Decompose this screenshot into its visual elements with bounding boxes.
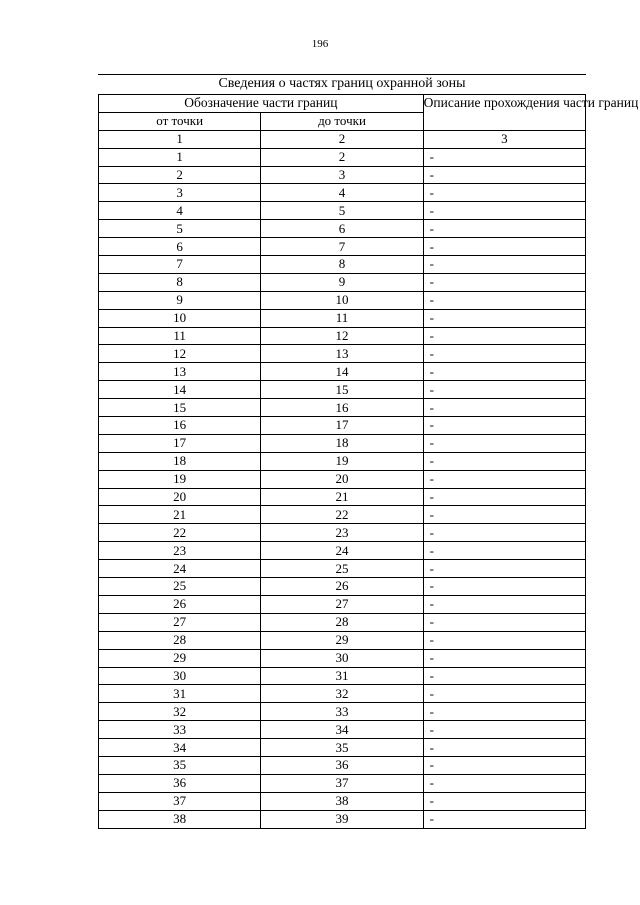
from-point-cell: 8 (99, 273, 261, 291)
description-cell: - (423, 220, 585, 238)
description-cell: - (423, 470, 585, 488)
from-point-cell: 12 (99, 345, 261, 363)
table-row (99, 524, 586, 542)
from-point-cell: 17 (99, 434, 261, 452)
to-point-cell: 22 (261, 506, 423, 524)
to-point-cell: 31 (261, 667, 423, 685)
table-row (99, 434, 586, 452)
description-cell: - (423, 434, 585, 452)
to-point-cell: 25 (261, 560, 423, 578)
to-point-cell: 35 (261, 739, 423, 757)
to-point-cell: 4 (261, 184, 423, 202)
description-cell: - (423, 739, 585, 757)
to-point-cell: 8 (261, 256, 423, 274)
from-point-cell: 21 (99, 506, 261, 524)
from-point-cell: 13 (99, 363, 261, 381)
description-cell: - (423, 560, 585, 578)
table-row (99, 685, 586, 703)
table-row (99, 631, 586, 649)
column-number: 1 (99, 130, 261, 148)
description-cell: - (423, 291, 585, 309)
to-point-cell: 38 (261, 792, 423, 810)
to-point-cell: 17 (261, 417, 423, 435)
from-point-cell: 5 (99, 220, 261, 238)
to-point-cell: 9 (261, 273, 423, 291)
table-row (99, 560, 586, 578)
description-cell: - (423, 399, 585, 417)
from-point-cell: 22 (99, 524, 261, 542)
from-point-cell: 34 (99, 739, 261, 757)
column-number-row (99, 130, 586, 148)
to-point-cell: 24 (261, 542, 423, 560)
table-row (99, 613, 586, 631)
description-cell: - (423, 542, 585, 560)
table-row (99, 470, 586, 488)
from-point-cell: 18 (99, 452, 261, 470)
table-row (99, 184, 586, 202)
description-cell: - (423, 667, 585, 685)
table-row (99, 273, 586, 291)
from-point-cell: 33 (99, 721, 261, 739)
from-point-cell: 9 (99, 291, 261, 309)
from-point-cell: 14 (99, 381, 261, 399)
to-point-cell: 30 (261, 649, 423, 667)
to-point-cell: 18 (261, 434, 423, 452)
to-point-cell: 16 (261, 399, 423, 417)
table-title: Сведения о частях границ охранной зоны (218, 76, 466, 91)
from-point-cell: 38 (99, 810, 261, 828)
description-cell: - (423, 309, 585, 327)
header-designation: Обозначение части границ (99, 95, 424, 113)
to-point-cell: 39 (261, 810, 423, 828)
to-point-cell: 15 (261, 381, 423, 399)
header-description: Описание прохождения части границ (423, 95, 585, 131)
table-row (99, 721, 586, 739)
to-point-cell: 14 (261, 363, 423, 381)
to-point-cell: 23 (261, 524, 423, 542)
to-point-cell: 37 (261, 774, 423, 792)
description-cell: - (423, 184, 585, 202)
from-point-cell: 15 (99, 399, 261, 417)
from-point-cell: 25 (99, 578, 261, 596)
table-row (99, 238, 586, 256)
to-point-cell: 2 (261, 148, 423, 166)
from-point-cell: 24 (99, 560, 261, 578)
from-point-cell: 37 (99, 792, 261, 810)
to-point-cell: 10 (261, 291, 423, 309)
to-point-cell: 7 (261, 238, 423, 256)
from-point-cell: 30 (99, 667, 261, 685)
from-point-cell: 7 (99, 256, 261, 274)
from-point-cell: 28 (99, 631, 261, 649)
from-point-cell: 6 (99, 238, 261, 256)
description-cell: - (423, 506, 585, 524)
to-point-cell: 11 (261, 309, 423, 327)
from-point-cell: 36 (99, 774, 261, 792)
from-point-cell: 26 (99, 595, 261, 613)
table-row (99, 417, 586, 435)
table-row (99, 327, 586, 345)
to-point-cell: 19 (261, 452, 423, 470)
from-point-cell: 4 (99, 202, 261, 220)
to-point-cell: 33 (261, 703, 423, 721)
from-point-cell: 11 (99, 327, 261, 345)
top-rule (98, 74, 586, 75)
table-row (99, 166, 586, 184)
from-point-cell: 3 (99, 184, 261, 202)
description-cell: - (423, 148, 585, 166)
table-body (99, 148, 586, 828)
table-row (99, 649, 586, 667)
description-cell: - (423, 524, 585, 542)
table-row (99, 256, 586, 274)
boundary-table (98, 94, 639, 829)
to-point-cell: 26 (261, 578, 423, 596)
table-row (99, 810, 586, 828)
from-point-cell: 10 (99, 309, 261, 327)
from-point-cell: 20 (99, 488, 261, 506)
description-cell: - (423, 256, 585, 274)
description-cell: - (423, 417, 585, 435)
table-row (99, 345, 586, 363)
description-cell: - (423, 685, 585, 703)
to-point-cell: 12 (261, 327, 423, 345)
header-to-point: до точки (261, 112, 423, 130)
from-point-cell: 19 (99, 470, 261, 488)
table-row (99, 291, 586, 309)
table-row (99, 220, 586, 238)
table-row (99, 542, 586, 560)
description-cell: - (423, 578, 585, 596)
to-point-cell: 27 (261, 595, 423, 613)
from-point-cell: 16 (99, 417, 261, 435)
table-row (99, 506, 586, 524)
page-number: 196 (311, 38, 329, 50)
description-cell: - (423, 595, 585, 613)
column-number: 3 (423, 130, 585, 148)
description-cell: - (423, 756, 585, 774)
to-point-cell: 21 (261, 488, 423, 506)
table-row (99, 792, 586, 810)
description-cell: - (423, 792, 585, 810)
table-row (99, 452, 586, 470)
table-row (99, 739, 586, 757)
description-cell: - (423, 613, 585, 631)
description-cell: - (423, 202, 585, 220)
description-cell: - (423, 488, 585, 506)
table-row (99, 667, 586, 685)
description-cell: - (423, 774, 585, 792)
to-point-cell: 28 (261, 613, 423, 631)
table-row (99, 578, 586, 596)
from-point-cell: 23 (99, 542, 261, 560)
table-row (99, 148, 586, 166)
table-row (99, 202, 586, 220)
from-point-cell: 32 (99, 703, 261, 721)
description-cell: - (423, 166, 585, 184)
from-point-cell: 31 (99, 685, 261, 703)
to-point-cell: 3 (261, 166, 423, 184)
to-point-cell: 6 (261, 220, 423, 238)
description-cell: - (423, 345, 585, 363)
column-number: 2 (261, 130, 423, 148)
table-row (99, 381, 586, 399)
description-cell: - (423, 381, 585, 399)
to-point-cell: 29 (261, 631, 423, 649)
description-cell: - (423, 721, 585, 739)
from-point-cell: 1 (99, 148, 261, 166)
to-point-cell: 20 (261, 470, 423, 488)
table-row (99, 399, 586, 417)
to-point-cell: 5 (261, 202, 423, 220)
table-row (99, 774, 586, 792)
to-point-cell: 34 (261, 721, 423, 739)
description-cell: - (423, 238, 585, 256)
description-cell: - (423, 649, 585, 667)
table-row (99, 488, 586, 506)
table-row (99, 595, 586, 613)
description-cell: - (423, 273, 585, 291)
table-row (99, 703, 586, 721)
table-row (99, 309, 586, 327)
description-cell: - (423, 363, 585, 381)
to-point-cell: 36 (261, 756, 423, 774)
table-row (99, 363, 586, 381)
table-row (99, 756, 586, 774)
description-cell: - (423, 327, 585, 345)
description-cell: - (423, 631, 585, 649)
from-point-cell: 2 (99, 166, 261, 184)
to-point-cell: 13 (261, 345, 423, 363)
description-cell: - (423, 703, 585, 721)
to-point-cell: 32 (261, 685, 423, 703)
header-from-point: от точки (99, 112, 261, 130)
from-point-cell: 35 (99, 756, 261, 774)
from-point-cell: 29 (99, 649, 261, 667)
from-point-cell: 27 (99, 613, 261, 631)
description-cell: - (423, 452, 585, 470)
description-cell: - (423, 810, 585, 828)
